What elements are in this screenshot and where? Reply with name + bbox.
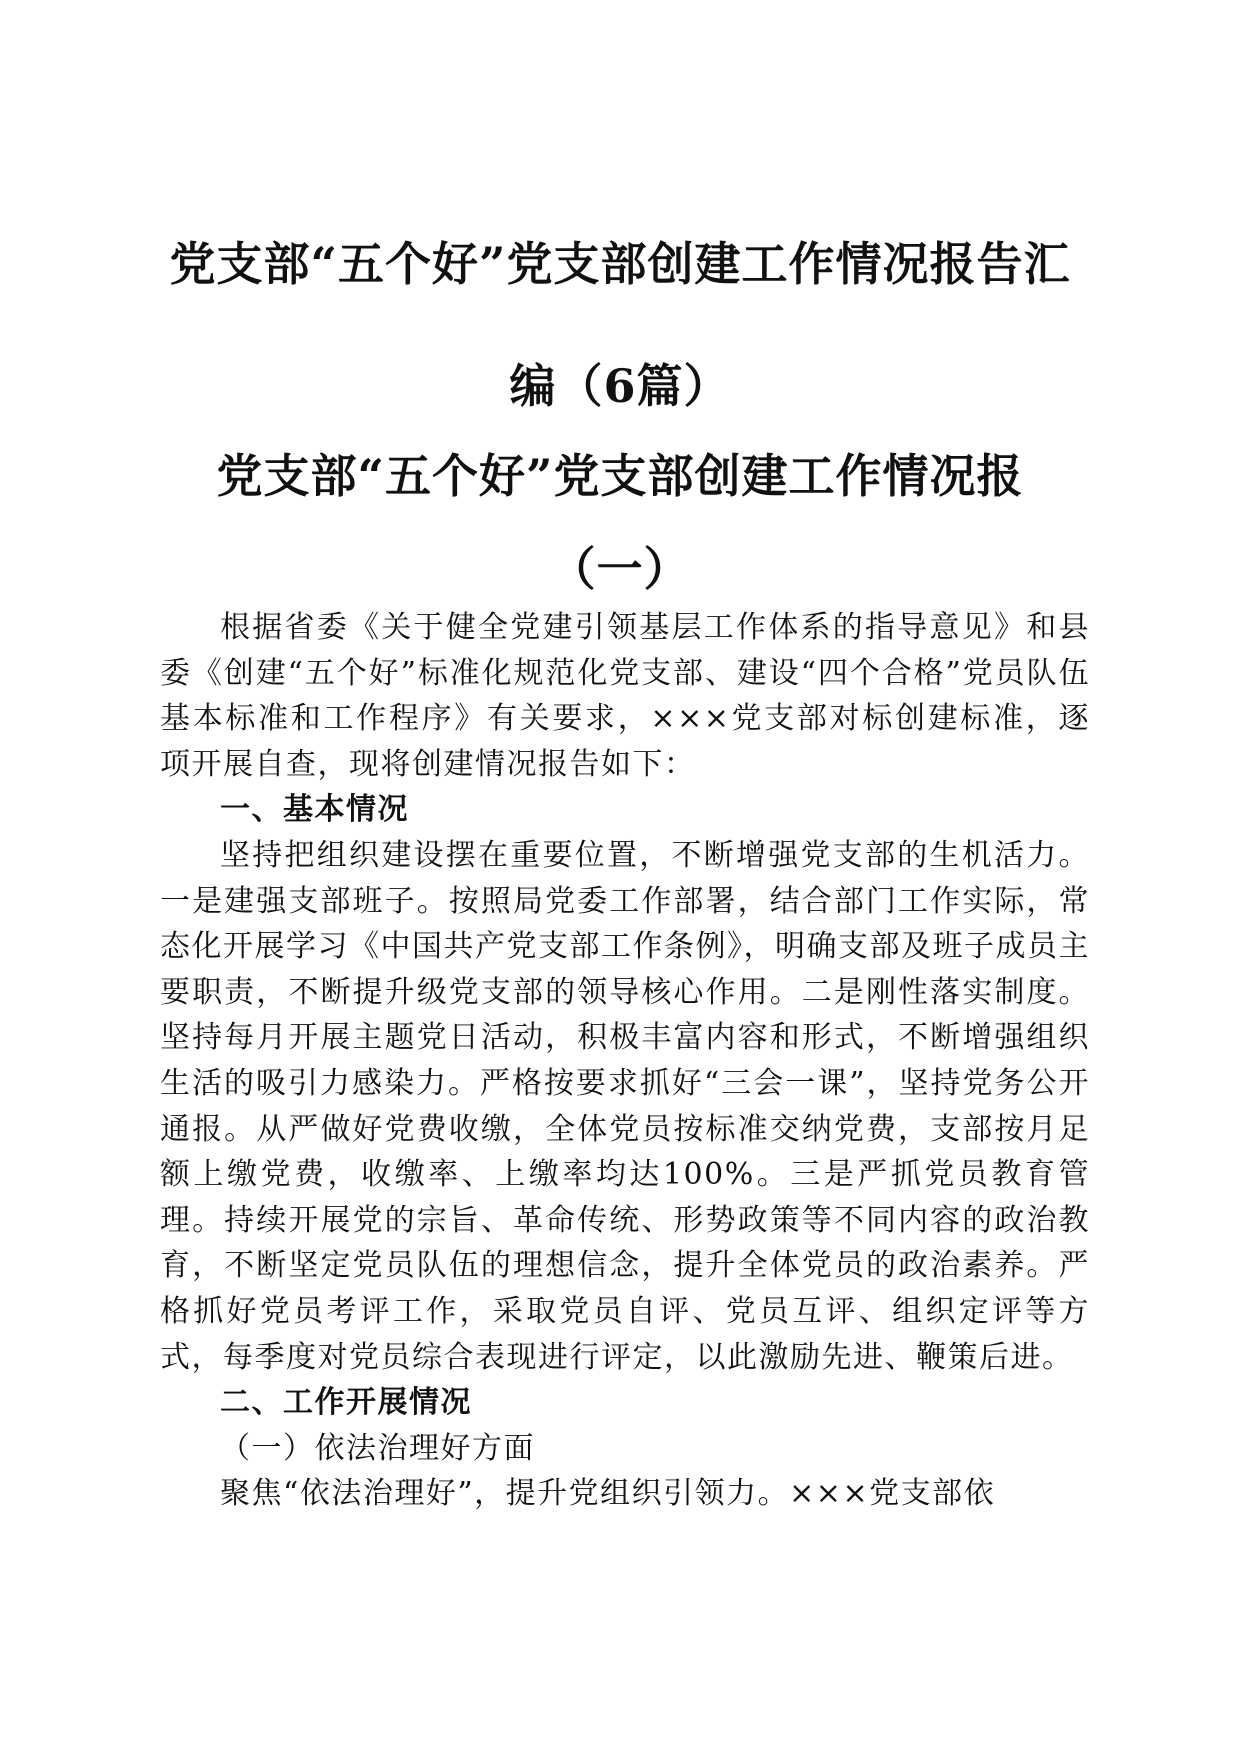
basic-situation-paragraph: 坚持把组织建设摆在重要位置，不断增强党支部的生机活力。一是建强支部班子。按照局党委工作部署，结合部门工作实际，常态化开展学习《中国共产党支部工作条例》，明确支部及班子成员主要职责，不断提升级党支部的领导核心作用。二是刚性落实制度。坚持每月开展主题党日活动，积极丰富内容和形式，不断增强组织生活的吸引力感染力。严格按要求抓好“三会一课”，坚持党务公开通报。从严做好党费收缴，全体党员按标准交纳党费，支部按月足额上缴党费，收缴率、上缴率均达100%。三是严抓党员教育管理。持续开展党的宗旨、革命传统、形势政策等不同内容的政治教育，不断坚定党员队伍的理想信念，提升全体党员的政治素养。严格抓好党员考评工作，采取党员自评、党员互评、组织定评等方式，每季度对党员综合表现进行评定，以此激励先进、鞭策后进。 bbox=[160, 837, 1090, 1375]
document-body bbox=[160, 605, 1090, 1517]
document-title-line-2: 编（6篇） bbox=[509, 359, 731, 413]
article-title-line-2: （一） bbox=[549, 542, 691, 596]
rule-of-law-paragraph: 聚焦“依法治理好”，提升党组织引领力。×××党支部依 bbox=[220, 1476, 996, 1512]
section-heading-basic-situation: 一、基本情况 bbox=[220, 792, 409, 828]
document-title-line-1: 党支部“五个好”党支部创建工作情况报告汇 bbox=[169, 237, 1071, 291]
section-heading-work-progress: 二、工作开展情况 bbox=[220, 1385, 472, 1421]
subsection-heading-rule-of-law: （一）依法治理好方面 bbox=[220, 1430, 535, 1466]
intro-paragraph: 根据省委《关于健全党建引领基层工作体系的指导意见》和县委《创建“五个好”标准化规范化党支部、建设“四个合格”党员队伍基本标准和工作程序》有关要求，×××党支部对标创建标准，逐项开展自查，现将创建情况报告如下： bbox=[160, 610, 1090, 782]
article-title-line-1: 党支部“五个好”党支部创建工作情况报 bbox=[216, 449, 1024, 503]
